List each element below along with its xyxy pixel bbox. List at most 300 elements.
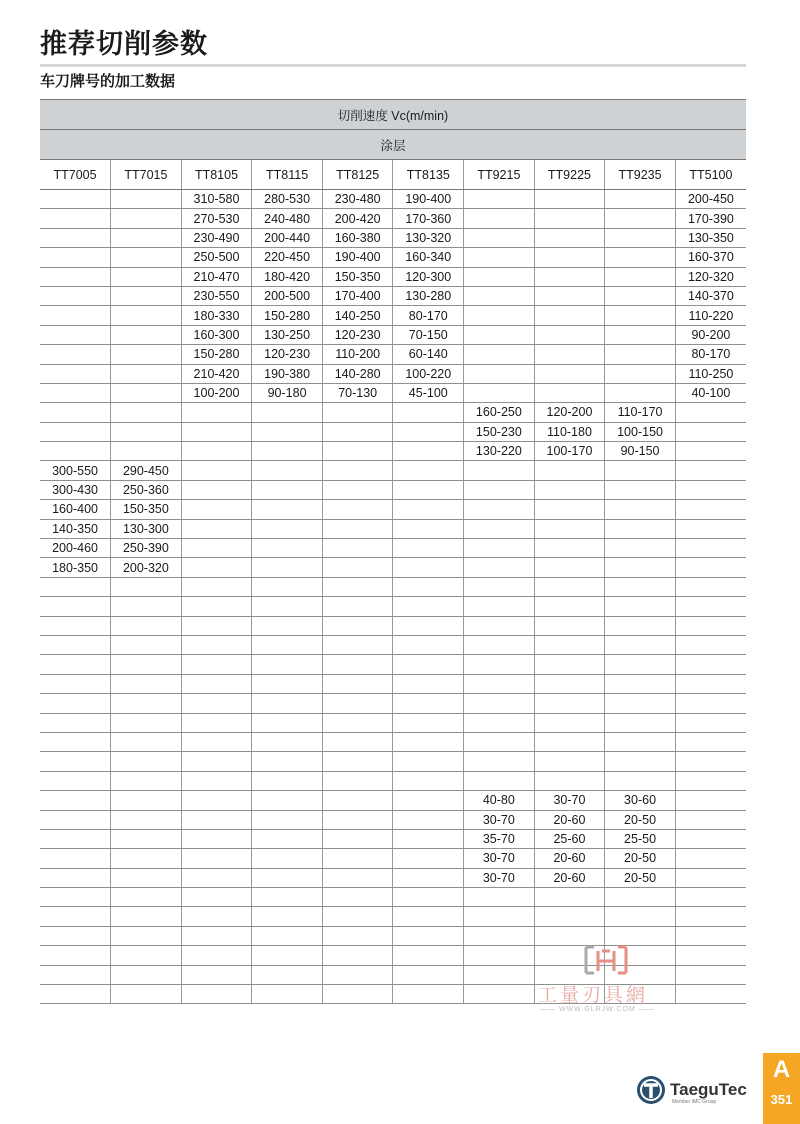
speed-cell: [464, 926, 535, 945]
speed-cell: 120-230: [252, 345, 323, 364]
speed-cell: [181, 888, 252, 907]
speed-cell: 170-400: [322, 286, 393, 305]
page-number: 351: [770, 1092, 793, 1107]
speed-cell: [252, 616, 323, 635]
speed-cell: [40, 190, 111, 209]
speed-cell: [322, 403, 393, 422]
speed-cell: [393, 461, 464, 480]
table-row: [40, 325, 746, 344]
speed-cell: [675, 732, 746, 751]
speed-cell: [40, 946, 111, 965]
speed-cell: 90-200: [675, 325, 746, 344]
speed-cell: [181, 597, 252, 616]
speed-cell: [393, 655, 464, 674]
speed-cell: [393, 442, 464, 461]
speed-cell: [322, 907, 393, 926]
speed-cell: 160-370: [675, 248, 746, 267]
speed-cell: [322, 752, 393, 771]
speed-cell: [464, 480, 535, 499]
speed-cell: [464, 190, 535, 209]
speed-cell: 30-60: [605, 791, 676, 810]
speed-cell: 180-330: [181, 306, 252, 325]
speed-cell: [322, 713, 393, 732]
speed-cell: 200-450: [675, 190, 746, 209]
table-row: [40, 849, 746, 868]
speed-cell: [111, 383, 182, 402]
speed-cell: [111, 228, 182, 247]
speed-cell: [464, 616, 535, 635]
speed-cell: [534, 616, 605, 635]
speed-cell: [393, 868, 464, 887]
speed-cell: [675, 422, 746, 441]
speed-cell: [605, 306, 676, 325]
speed-cell: [322, 674, 393, 693]
speed-cell: [675, 635, 746, 654]
speed-cell: [464, 539, 535, 558]
speed-cell: [675, 597, 746, 616]
speed-cell: [393, 791, 464, 810]
speed-cell: [111, 597, 182, 616]
speed-cell: 160-400: [40, 500, 111, 519]
speed-cell: [40, 732, 111, 751]
table-row: [40, 810, 746, 829]
speed-cell: [464, 985, 535, 1004]
speed-cell: [40, 286, 111, 305]
speed-cell: 310-580: [181, 190, 252, 209]
speed-cell: [252, 849, 323, 868]
speed-cell: [605, 752, 676, 771]
speed-cell: [675, 810, 746, 829]
speed-cell: [393, 694, 464, 713]
speed-cell: [393, 558, 464, 577]
speed-cell: 100-200: [181, 383, 252, 402]
speed-cell: [181, 713, 252, 732]
table-row: [40, 442, 746, 461]
speed-cell: [252, 500, 323, 519]
speed-cell: [464, 694, 535, 713]
speed-cell: [322, 422, 393, 441]
speed-cell: [393, 500, 464, 519]
speed-cell: [675, 985, 746, 1004]
table-row: [40, 306, 746, 325]
speed-cell: [181, 403, 252, 422]
speed-cell: [252, 829, 323, 848]
watermark-url: —— WWW.GLRJW.COM ——: [540, 1006, 655, 1013]
speed-cell: [534, 907, 605, 926]
speed-cell: [111, 868, 182, 887]
speed-cell: [534, 732, 605, 751]
speed-cell: [181, 674, 252, 693]
speed-cell: [534, 771, 605, 790]
speed-cell: 30-70: [464, 810, 535, 829]
speed-cell: [675, 480, 746, 499]
speed-cell: [464, 946, 535, 965]
speed-cell: [111, 364, 182, 383]
speed-cell: [675, 674, 746, 693]
speed-cell: [252, 965, 323, 984]
speed-cell: [675, 926, 746, 945]
speed-cell: [252, 635, 323, 654]
speed-cell: [181, 616, 252, 635]
table-row: [40, 597, 746, 616]
speed-cell: [393, 946, 464, 965]
speed-cell: [181, 539, 252, 558]
speed-cell: 250-360: [111, 480, 182, 499]
speed-cell: [181, 732, 252, 751]
speed-cell: [322, 849, 393, 868]
speed-cell: 150-350: [322, 267, 393, 286]
speed-cell: [181, 519, 252, 538]
speed-cell: [675, 713, 746, 732]
speed-cell: [181, 442, 252, 461]
speed-cell: 60-140: [393, 345, 464, 364]
speed-cell: [252, 694, 323, 713]
speed-cell: [181, 422, 252, 441]
speed-cell: [393, 965, 464, 984]
speed-cell: [322, 539, 393, 558]
speed-cell: [322, 519, 393, 538]
speed-cell: 100-170: [534, 442, 605, 461]
speed-cell: [252, 868, 323, 887]
speed-cell: [605, 228, 676, 247]
speed-cell: [393, 771, 464, 790]
grade-header-tt5100: TT5100: [675, 160, 746, 190]
speed-cell: 120-320: [675, 267, 746, 286]
speed-cell: [534, 306, 605, 325]
speed-cell: [534, 383, 605, 402]
grade-header-tt8135: TT8135: [393, 160, 464, 190]
speed-cell: 150-230: [464, 422, 535, 441]
speed-cell: [40, 965, 111, 984]
speed-cell: 25-60: [534, 829, 605, 848]
speed-cell: [111, 286, 182, 305]
speed-cell: [181, 694, 252, 713]
speed-cell: [252, 888, 323, 907]
speed-cell: [675, 946, 746, 965]
speed-cell: [393, 985, 464, 1004]
speed-cell: 210-420: [181, 364, 252, 383]
speed-cell: 20-50: [605, 868, 676, 887]
speed-cell: [464, 461, 535, 480]
speed-cell: [181, 771, 252, 790]
speed-cell: 110-250: [675, 364, 746, 383]
speed-cell: [605, 577, 676, 596]
speed-cell: [40, 383, 111, 402]
speed-cell: 130-300: [111, 519, 182, 538]
speed-cell: 230-550: [181, 286, 252, 305]
speed-cell: [40, 829, 111, 848]
speed-cell: [40, 248, 111, 267]
speed-cell: [181, 985, 252, 1004]
speed-cell: 140-370: [675, 286, 746, 305]
speed-cell: [393, 907, 464, 926]
speed-cell: [675, 519, 746, 538]
speed-cell: [393, 577, 464, 596]
speed-cell: [605, 190, 676, 209]
speed-cell: [252, 539, 323, 558]
speed-cell: [393, 519, 464, 538]
speed-cell: [534, 888, 605, 907]
speed-cell: 40-80: [464, 791, 535, 810]
speed-cell: [111, 345, 182, 364]
speed-cell: 170-360: [393, 209, 464, 228]
speed-cell: 110-170: [605, 403, 676, 422]
speed-cell: [675, 829, 746, 848]
speed-cell: [111, 190, 182, 209]
speed-cell: [393, 616, 464, 635]
speed-cell: [464, 907, 535, 926]
speed-cell: 190-400: [393, 190, 464, 209]
speed-cell: [252, 655, 323, 674]
speed-cell: 100-220: [393, 364, 464, 383]
speed-cell: [322, 810, 393, 829]
speed-cell: 200-420: [322, 209, 393, 228]
speed-cell: [40, 694, 111, 713]
table-row: [40, 577, 746, 596]
table-row: [40, 286, 746, 305]
speed-cell: 35-70: [464, 829, 535, 848]
speed-cell: [181, 791, 252, 810]
speed-cell: [252, 577, 323, 596]
speed-cell: 200-440: [252, 228, 323, 247]
speed-cell: [393, 635, 464, 654]
speed-cell: 160-300: [181, 325, 252, 344]
speed-cell: [111, 306, 182, 325]
table-row: [40, 674, 746, 693]
speed-cell: 180-420: [252, 267, 323, 286]
grade-header-row: [40, 160, 746, 190]
speed-cell: 140-250: [322, 306, 393, 325]
speed-cell: [40, 907, 111, 926]
speed-cell: 140-280: [322, 364, 393, 383]
speed-cell: [322, 868, 393, 887]
table-row: [40, 771, 746, 790]
speed-cell: 190-380: [252, 364, 323, 383]
grade-header-tt9215: TT9215: [464, 160, 535, 190]
table-row: [40, 422, 746, 441]
speed-cell: [40, 810, 111, 829]
speed-cell: [675, 791, 746, 810]
speed-cell: [675, 965, 746, 984]
speed-cell: [393, 539, 464, 558]
grade-header-tt8115: TT8115: [252, 160, 323, 190]
speed-cell: [111, 635, 182, 654]
table-row: [40, 616, 746, 635]
speed-cell: [464, 345, 535, 364]
speed-cell: [605, 635, 676, 654]
speed-cell: [534, 519, 605, 538]
table-row: [40, 345, 746, 364]
speed-cell: [40, 791, 111, 810]
speed-cell: [322, 829, 393, 848]
speed-cell: [181, 965, 252, 984]
speed-cell: [605, 500, 676, 519]
speed-cell: [111, 209, 182, 228]
speed-cell: [322, 965, 393, 984]
speed-cell: [605, 519, 676, 538]
cutting-speed-header: 切削速度 Vc(m/min): [40, 100, 746, 130]
speed-cell: [464, 306, 535, 325]
speed-cell: [111, 674, 182, 693]
speed-cell: [40, 325, 111, 344]
speed-cell: [322, 946, 393, 965]
speed-cell: [393, 810, 464, 829]
speed-cell: [393, 732, 464, 751]
speed-cell: 100-150: [605, 422, 676, 441]
speed-cell: [252, 422, 323, 441]
speed-cell: [111, 888, 182, 907]
speed-cell: [464, 519, 535, 538]
speed-cell: 80-170: [675, 345, 746, 364]
speed-cell: [534, 713, 605, 732]
grade-header-tt9235: TT9235: [605, 160, 676, 190]
speed-cell: 110-220: [675, 306, 746, 325]
speed-cell: [252, 810, 323, 829]
speed-cell: 160-380: [322, 228, 393, 247]
speed-cell: [534, 926, 605, 945]
speed-cell: [675, 442, 746, 461]
speed-cell: 110-180: [534, 422, 605, 441]
speed-cell: [605, 267, 676, 286]
table-row: [40, 635, 746, 654]
speed-cell: [605, 209, 676, 228]
speed-cell: [464, 713, 535, 732]
speed-cell: [675, 888, 746, 907]
speed-cell: 70-150: [393, 325, 464, 344]
speed-cell: [40, 868, 111, 887]
speed-cell: [464, 228, 535, 247]
speed-cell: [111, 267, 182, 286]
speed-cell: 230-490: [181, 228, 252, 247]
speed-cell: [605, 732, 676, 751]
speed-cell: [111, 422, 182, 441]
cutting-data-table-container: [40, 99, 746, 1004]
speed-cell: [534, 364, 605, 383]
speed-cell: [111, 403, 182, 422]
speed-cell: [605, 286, 676, 305]
speed-cell: [464, 655, 535, 674]
speed-cell: [464, 597, 535, 616]
speed-cell: 300-430: [40, 480, 111, 499]
speed-cell: [675, 907, 746, 926]
speed-cell: [40, 267, 111, 286]
speed-cell: [40, 403, 111, 422]
speed-cell: 300-550: [40, 461, 111, 480]
speed-cell: [252, 771, 323, 790]
speed-cell: [322, 558, 393, 577]
speed-cell: [252, 519, 323, 538]
speed-cell: [534, 577, 605, 596]
speed-cell: 150-350: [111, 500, 182, 519]
speed-cell: 220-450: [252, 248, 323, 267]
speed-cell: [322, 597, 393, 616]
speed-cell: [464, 771, 535, 790]
speed-cell: [252, 461, 323, 480]
speed-cell: [322, 732, 393, 751]
speed-cell: [252, 985, 323, 1004]
speed-cell: [605, 480, 676, 499]
speed-cell: [40, 209, 111, 228]
grade-header-tt8105: TT8105: [181, 160, 252, 190]
watermark-logo-icon: [582, 945, 630, 975]
speed-cell: [605, 325, 676, 344]
speed-cell: [111, 926, 182, 945]
table-row: [40, 713, 746, 732]
table-row: [40, 946, 746, 965]
speed-cell: 90-150: [605, 442, 676, 461]
speed-cell: [181, 849, 252, 868]
speed-cell: 190-400: [322, 248, 393, 267]
speed-cell: [252, 480, 323, 499]
speed-cell: [252, 752, 323, 771]
speed-cell: [534, 694, 605, 713]
speed-cell: [111, 655, 182, 674]
speed-cell: [40, 752, 111, 771]
speed-cell: [322, 655, 393, 674]
speed-cell: 170-390: [675, 209, 746, 228]
speed-cell: [111, 694, 182, 713]
speed-cell: [675, 616, 746, 635]
speed-cell: [181, 461, 252, 480]
speed-cell: [40, 985, 111, 1004]
speed-cell: [534, 558, 605, 577]
speed-cell: [393, 480, 464, 499]
speed-cell: 20-60: [534, 810, 605, 829]
speed-cell: [252, 907, 323, 926]
brand-tagline: Member IMC Group: [672, 1099, 717, 1105]
section-tab: [763, 1053, 800, 1124]
speed-cell: [464, 209, 535, 228]
speed-cell: [393, 829, 464, 848]
speed-cell: [534, 461, 605, 480]
speed-cell: [111, 810, 182, 829]
speed-cell: [40, 228, 111, 247]
speed-cell: [252, 713, 323, 732]
speed-cell: [534, 209, 605, 228]
speed-cell: [252, 442, 323, 461]
speed-cell: [40, 888, 111, 907]
speed-cell: [252, 791, 323, 810]
speed-cell: [40, 597, 111, 616]
speed-cell: [675, 461, 746, 480]
speed-cell: [605, 616, 676, 635]
speed-cell: [605, 383, 676, 402]
table-row: [40, 519, 746, 538]
table-row: [40, 791, 746, 810]
speed-cell: [252, 597, 323, 616]
speed-cell: 30-70: [464, 868, 535, 887]
speed-cell: [605, 597, 676, 616]
speed-cell: [111, 907, 182, 926]
speed-cell: [605, 674, 676, 693]
table-row: [40, 209, 746, 228]
speed-cell: [464, 752, 535, 771]
section-letter: A: [772, 1056, 791, 1083]
speed-cell: 120-200: [534, 403, 605, 422]
speed-cell: [40, 442, 111, 461]
speed-cell: [675, 849, 746, 868]
table-row: [40, 926, 746, 945]
speed-cell: [252, 558, 323, 577]
speed-cell: [181, 500, 252, 519]
speed-cell: [252, 946, 323, 965]
speed-cell: [111, 752, 182, 771]
table-row: [40, 868, 746, 887]
speed-cell: [534, 345, 605, 364]
speed-cell: [181, 577, 252, 596]
table-row: [40, 480, 746, 499]
table-row: [40, 500, 746, 519]
